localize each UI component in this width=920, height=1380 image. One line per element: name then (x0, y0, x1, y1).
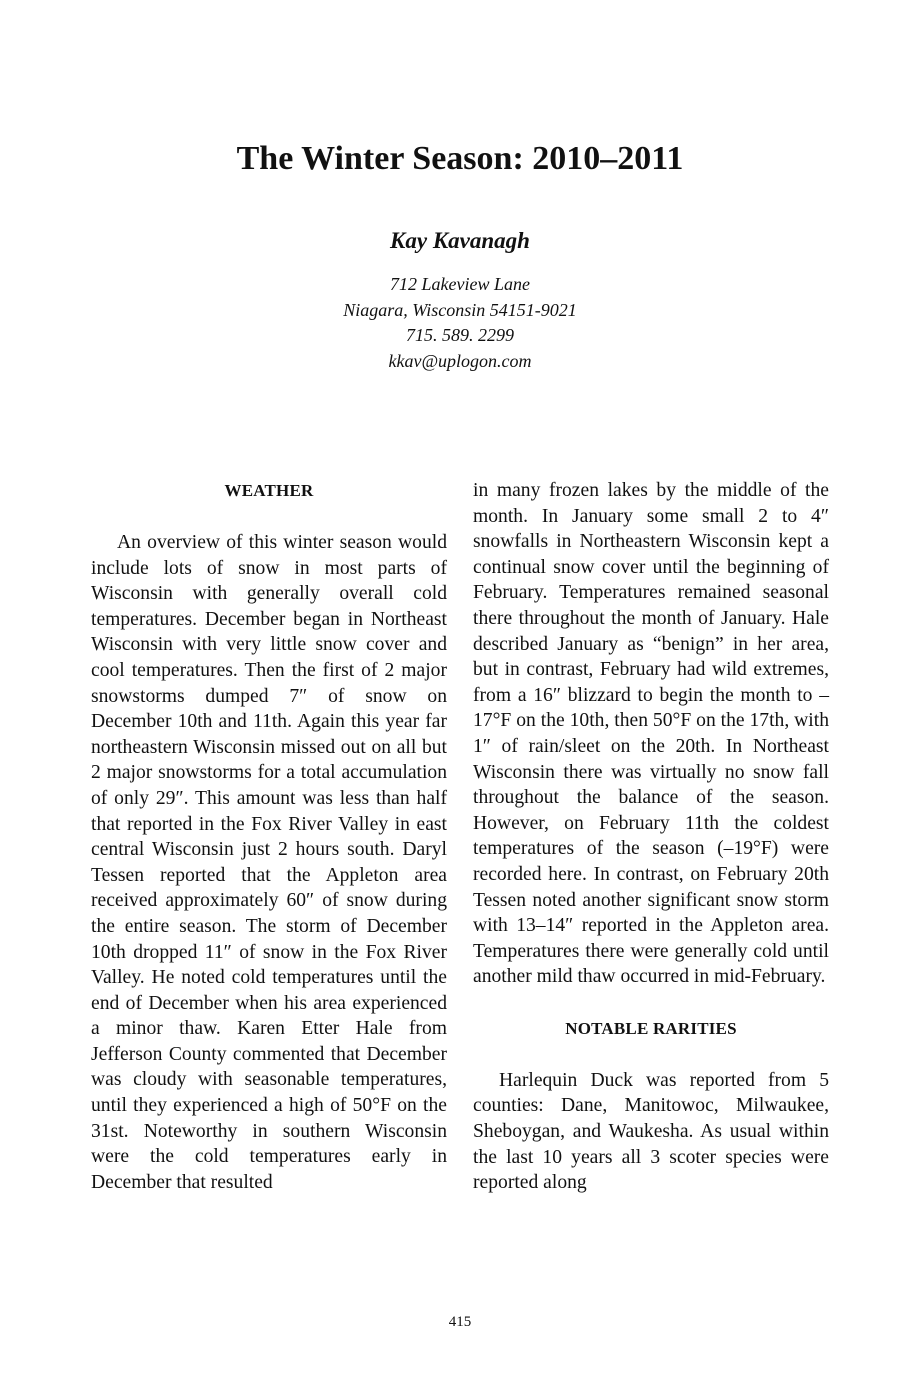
author-street: 712 Lakeview Lane (390, 274, 530, 294)
author-phone: 715. 589. 2299 (406, 325, 514, 345)
page-number: 415 (448, 1314, 472, 1330)
weather-heading: WEATHER (224, 481, 314, 500)
author-name: Kay Kavanagh (390, 228, 530, 253)
author-email: kkav@uplogon.com (388, 350, 532, 371)
notable-rarities-heading: NOTABLE RARITIES (565, 1018, 737, 1038)
weather-paragraph-continued: in many frozen lakes by the middle of the month. In January some small 2 to 4″ snowfalls in Northeastern Wisconsin kept a continual snow cover until the beginning of February. Temperatures remained seasonal there throughout the month of January. Hale described January as “benign” in her area, but in contrast, February had wild extremes, from a 16″ blizzard to begin the month to –17°F on the 10th, then 50°F on the 17th, with 1″ of rain/sleet on the 20th. In Northeast Wisconsin there was virtually no snow fall throughout the balance of the season. However, on February 11th the coldest temperatures of the season (–19°F) were recorded here. In contrast, on February 20th Tessen noted another significant snow storm with 13–14″ reported in the Appleton area. Temperatures there were generally cold until another mild thaw occurred in mid-February. (473, 480, 829, 988)
left-column (91, 478, 447, 1195)
rarities-paragraph: Harlequin Duck was reported from 5 counties: Dane, Manitowoc, Milwaukee, Sheboygan, and Waukesha. As usual within the last 10 years all 3 scoter species were reported along (473, 1069, 829, 1194)
author-address (0, 272, 920, 374)
author-city: Niagara, Wisconsin 54151-9021 (343, 299, 577, 320)
right-column (473, 478, 829, 1196)
article-title: The Winter Season: 2010–2011 (236, 140, 684, 177)
weather-paragraph: An overview of this winter season would include lots of snow in most parts of Wisconsin with generally overall cold temperatures. December began in Northeast Wisconsin with very little snow cover and cool temperatures. Then the first of 2 major snowstorms dumped 7″ of snow on December 10th and 11th. Again this year far northeastern Wisconsin missed out on all but 2 major snowstorms for a total accumulation of only 29″. This amount was less than half that reported in the Fox River Valley in east central Wisconsin just 2 hours south. Daryl Tessen reported that the Appleton area received approximately 60″ of snow during the entire season. The storm of December 10th dropped 11″ of snow in the Fox River Valley. He noted cold temperatures until the end of December when his area experienced a minor thaw. Karen Etter Hale from Jefferson County commented that December was cloudy with seasonable temperatures, until they experienced a high of 50°F on the 31st. Noteworthy in southern Wisconsin were the cold temperatures early in December that resulted (91, 532, 447, 1193)
